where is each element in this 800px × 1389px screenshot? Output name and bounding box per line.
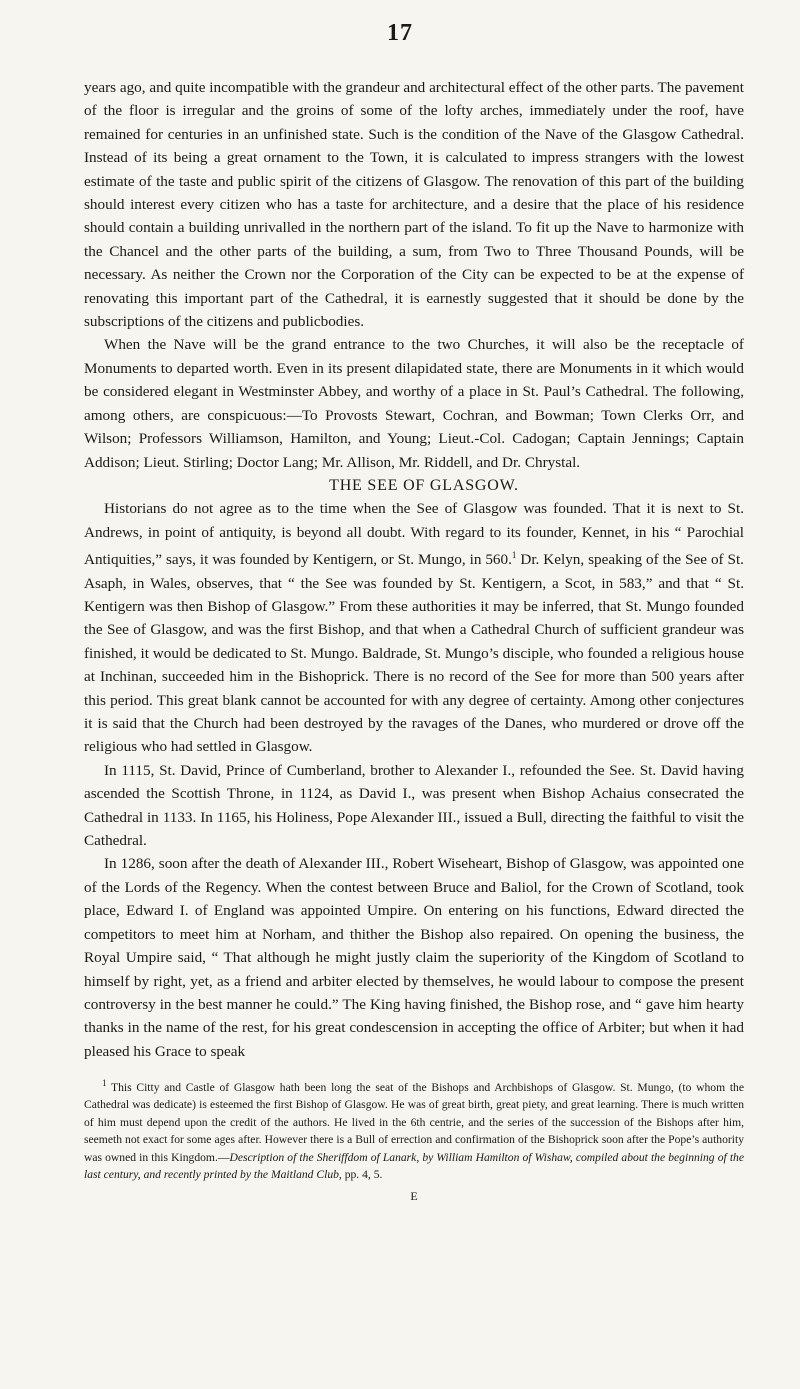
footnote-citation: Description of the Sheriffdom of Lanark, by William Hamilton of Wishaw, compiled about the beginning of the last century, and recently printed by the Maitland Club, — [84, 1150, 745, 1182]
page-number: 17 — [387, 20, 413, 46]
body-paragraph: When the Nave will be the grand entrance to the two Churches, it will also be the receptacle of Monuments to departed worth. Even in its present dilapidated state, there are Monuments in it which would be considered elegant in Westminster Abbey, and worthy of a place in St. Paul’s Cathedral. The following, among others, are conspicuous:—To Provosts Stewart, Cochran, and Bowman; Town Clerks Orr, and Wilson; Professors Williamson, Hamilton, and Young; Lieut.-Col. Cadogan; Captain Jennings; Captain Addison; Lieut. Stirling; Doctor Lang; Mr. Allison, Mr. Riddell, and Dr. Chrystal. — [84, 336, 744, 471]
footnote-reference[interactable]: 1 — [511, 550, 517, 561]
body-paragraph — [84, 497, 744, 759]
body-paragraph: In 1286, soon after the death of Alexander III., Robert Wiseheart, Bishop of Glasgow, was appointed one of the Lords of the Regency. When the contest between Bruce and Baliol, for the Crown of Scotland, took place, Edward I. of England was appointed Umpire. On entering on his functions, Edward directed the competitors to meet him at Norham, and thither the Bishop also repaired. On opening the business, the Royal Umpire said, “ That although he might justly claim the superiority of the Kingdom of Scotland to himself by right, yet, as a friend and arbiter elected by themselves, he would labour to compose the present controversy in the best manner he could.” The King having finished, the Bishop rose, and “ gave him hearty thanks in the name of the rest, for his great condescension in accepting the office of Arbiter; but when it had pleased his Grace to speak — [84, 855, 744, 1060]
body-paragraph: In 1115, St. David, Prince of Cumberland, brother to Alexander I., refounded the See. St. David having ascended the Scottish Throne, in 1124, as David I., was present when Bishop Achaius consecrated the Cathedral in 1133. In 1165, his Holiness, Pope Alexander III., issued a Bull, directing the faithful to visit the Cathedral. — [84, 761, 744, 850]
signature-mark: E — [410, 1189, 418, 1204]
footnote-marker: 1 — [102, 1078, 107, 1089]
footnote — [84, 1075, 744, 1183]
paragraph-text: Dr. Kelyn, speaking of the See of St. Asaph, in Wales, observes, that “ the See was founded by St. Kentigern, a Scot, in 583,” and that “ St. Kentigern was then Bishop of Glasgow.” From these authorities it may be inferred, that St. Mungo founded the See of Glasgow, and was the first Bishop, and that when a Cathedral Church of sufficient grandeur was finished, it would be dedicated to St. Mungo. Baldrade, St. Mungo’s disciple, who founded a religious house at Inchinan, succeeded him in the Bishoprick. There is no record of the See for more than 500 years after this period. This great blank cannot be accounted for with any degree of certainty. Among other conjectures it is said that the Church had been destroyed by the ravages of the Danes, who murdered or drove off the religious who had settled in Glasgow. — [84, 551, 744, 756]
paragraph-text: Historians do not agree as to the time when the See of Glasgow was founded. That it is next to St. Andrews, in point of antiquity, is beyond all doubt. With regard to its founder, Kennet, in his “ Parochial Antiquities,” says, it was founded by Kentigern, or St. Mungo, in 560. — [84, 500, 744, 569]
footnote-pages: pp. 4, 5. — [341, 1168, 383, 1182]
page-body — [84, 76, 744, 1209]
section-heading: THE SEE OF GLASGOW. — [329, 476, 519, 494]
footnote-text — [84, 1075, 744, 1183]
footnote-body: This Citty and Castle of Glasgow hath been long the seat of the Bishops and Archbishops of Glasgow. St. Mungo, (to whom the Cathedral was dedicate) is esteemed the first Bishop of Glasgow. He was of great birth, great piety, and great learning. There is much written of him must depend upon the credit of the authors. He lived in the 6th centrie, and the series of the succession of the Bishops after him, seemeth not exact for some ages after. However there is a Bull of errection and confirmation of the Bishoprick soon after the Pope’s authority was owned in this Kingdom.— — [84, 1080, 744, 1164]
body-paragraph: years ago, and quite incompatible with the grandeur and architectural effect of the other parts. The pavement of the floor is irregular and the groins of some of the lofty arches, immediately under the roof, have remained for centuries in an unfinished state. Such is the condition of the Nave of the Glasgow Cathedral. Instead of its being a great ornament to the Town, it is calculated to impress strangers with the lowest estimate of the taste and public spirit of the citizens of Glasgow. The renovation of this part of the building should interest every citizen who has a taste for architecture, and a desire that the place of his residence should contain a building unrivalled in the northern part of the island. To fit up the Nave to harmonize with the Chancel and the other parts of the building, a sum, from Two to Three Thousand Pounds, will be necessary. As neither the Crown nor the Corporation of the City can be expected to be at the expense of renovating this important part of the Cathedral, it is earnestly suggested that it should be done by the subscriptions of the citizens and publicbodies. — [84, 79, 744, 331]
